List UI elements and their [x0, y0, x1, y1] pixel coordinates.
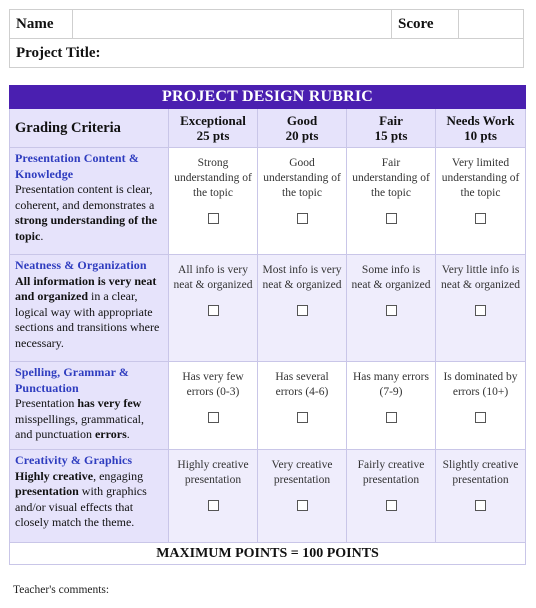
checkbox[interactable]	[208, 500, 219, 511]
rubric-title: PROJECT DESIGN RUBRIC	[10, 86, 526, 109]
criteria-row-content	[10, 148, 526, 255]
rubric-cell: Very creative presentation	[258, 450, 347, 543]
criteria-title: Neatness & Organization	[15, 258, 147, 272]
checkbox[interactable]	[386, 213, 397, 224]
grading-criteria-header: Grading Criteria	[10, 109, 169, 148]
level-header-fair: Fair 15 pts	[347, 109, 436, 148]
criteria-row-creativity	[10, 450, 526, 543]
rubric-cell: Has several errors (4-6)	[258, 362, 347, 450]
checkbox[interactable]	[475, 412, 486, 423]
criteria-content: Presentation Content & Knowledge Presentation content is clear, coherent, and demonstrates a strong understanding of the topic.	[10, 148, 169, 255]
teacher-comments-label: Teacher's comments:	[13, 584, 110, 596]
rubric-cell: Good understanding of the topic	[258, 148, 347, 255]
criteria-row-spelling	[10, 362, 526, 450]
checkbox[interactable]	[208, 305, 219, 316]
checkbox[interactable]	[386, 500, 397, 511]
checkbox[interactable]	[297, 412, 308, 423]
criteria-neatness: Neatness & Organization All information is very neat and organized in a clear, logical way with appropriate sections and transitions where necessary.	[10, 255, 169, 362]
student-info-table	[9, 9, 524, 68]
level-header-needs-work: Needs Work 10 pts	[436, 109, 526, 148]
rubric-cell: Very limited understanding of the topic	[436, 148, 526, 255]
score-label: Score	[392, 10, 459, 39]
criteria-spelling: Spelling, Grammar & Punctuation Presentation has very few misspellings, grammatical, and punctuation errors.	[10, 362, 169, 450]
checkbox[interactable]	[297, 305, 308, 316]
rubric-cell: Some info is neat & organized	[347, 255, 436, 362]
level-header-exceptional: Exceptional 25 pts	[169, 109, 258, 148]
score-field[interactable]	[459, 10, 524, 39]
criteria-row-neatness	[10, 255, 526, 362]
criteria-title: Creativity & Graphics	[15, 453, 133, 467]
rubric-cell: Slightly creative presentation	[436, 450, 526, 543]
max-points-total: MAXIMUM POINTS = 100 POINTS	[10, 543, 526, 565]
rubric-cell: Highly creative presentation	[169, 450, 258, 543]
rubric-cell: Very little info is neat & organized	[436, 255, 526, 362]
checkbox[interactable]	[475, 213, 486, 224]
criteria-title: Spelling, Grammar & Punctuation	[15, 365, 130, 395]
checkbox[interactable]	[475, 305, 486, 316]
checkbox[interactable]	[208, 213, 219, 224]
name-field[interactable]	[73, 10, 392, 39]
level-header-good: Good 20 pts	[258, 109, 347, 148]
checkbox[interactable]	[208, 412, 219, 423]
checkbox[interactable]	[386, 412, 397, 423]
checkbox[interactable]	[386, 305, 397, 316]
rubric-cell: Has many errors (7-9)	[347, 362, 436, 450]
name-label: Name	[10, 10, 73, 39]
rubric-cell: Fair understanding of the topic	[347, 148, 436, 255]
rubric-cell: Is dominated by errors (10+)	[436, 362, 526, 450]
checkbox[interactable]	[297, 500, 308, 511]
rubric-cell: Fairly creative presentation	[347, 450, 436, 543]
checkbox[interactable]	[297, 213, 308, 224]
rubric-cell: All info is very neat & organized	[169, 255, 258, 362]
rubric-cell: Strong understanding of the topic	[169, 148, 258, 255]
project-title-label: Project Title:	[16, 44, 101, 61]
criteria-creativity: Creativity & Graphics Highly creative, engaging presentation with graphics and/or visual effects that closely match the theme.	[10, 450, 169, 543]
rubric-table	[9, 85, 526, 565]
criteria-title: Presentation Content & Knowledge	[15, 151, 139, 181]
rubric-cell: Has very few errors (0-3)	[169, 362, 258, 450]
project-title-field[interactable]	[10, 39, 524, 68]
checkbox[interactable]	[475, 500, 486, 511]
rubric-cell: Most info is very neat & organized	[258, 255, 347, 362]
